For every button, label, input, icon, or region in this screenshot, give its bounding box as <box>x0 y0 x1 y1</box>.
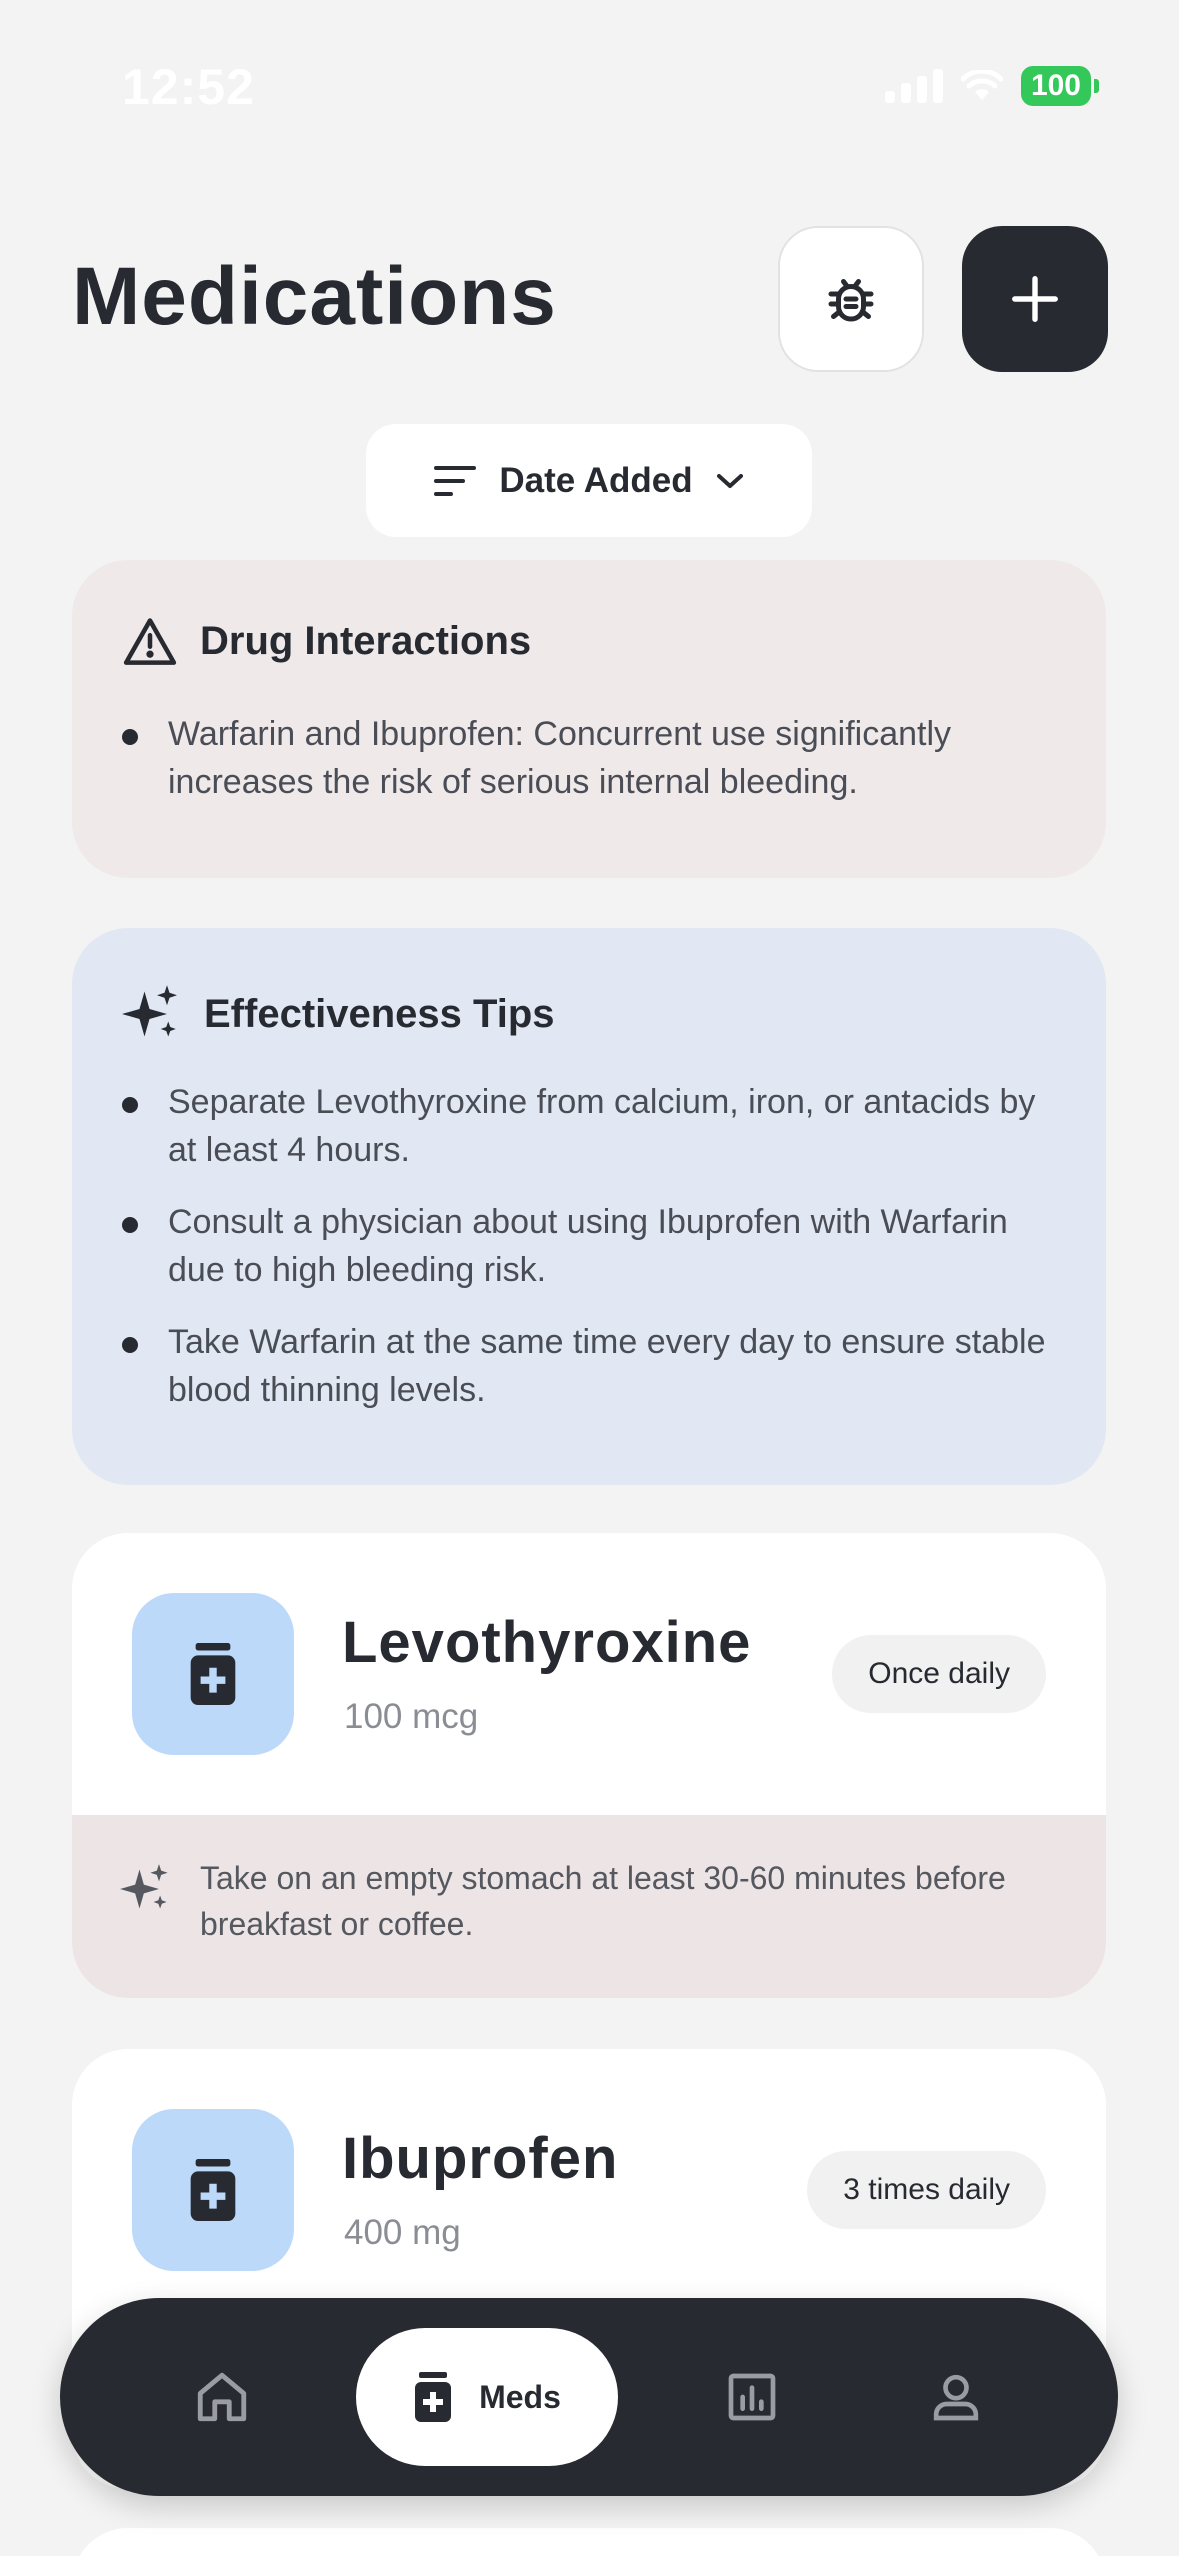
add-medication-button[interactable] <box>962 226 1108 372</box>
profile-icon <box>928 2369 984 2425</box>
medicine-bottle-icon <box>188 2159 238 2221</box>
warning-triangle-icon <box>122 616 178 666</box>
medicine-bottle-icon <box>413 2372 453 2422</box>
nav-meds-label: Meds <box>479 2378 561 2415</box>
list-item: Separate Levothyroxine from calcium, iron, or antacids by at least 4 hours. <box>122 1078 1060 1174</box>
frequency-badge: Once daily <box>832 1635 1046 1713</box>
cellular-signal-icon <box>885 69 943 103</box>
medication-name: Levothyroxine <box>342 1610 752 1675</box>
home-icon <box>193 2368 251 2426</box>
nav-home[interactable] <box>160 2298 284 2496</box>
interaction-list <box>122 710 1060 830</box>
sparkles-icon <box>122 984 182 1044</box>
medication-card-levothyroxine[interactable] <box>72 1533 1106 1998</box>
medication-dose: 100 mcg <box>344 1697 479 1736</box>
battery-indicator: 100 <box>1021 66 1091 106</box>
list-item: Take Warfarin at the same time every day to ensure stable blood thinning levels. <box>122 1318 1060 1414</box>
nav-profile[interactable] <box>894 2298 1018 2496</box>
debug-button[interactable] <box>778 226 924 372</box>
medication-name: Ibuprofen <box>342 2126 619 2191</box>
list-item: Consult a physician about using Ibuprofen with Warfarin due to high bleeding risk. <box>122 1198 1060 1294</box>
nav-meds[interactable] <box>356 2328 618 2466</box>
bottom-nav <box>60 2298 1118 2496</box>
bug-icon <box>821 269 881 329</box>
sort-dropdown[interactable] <box>366 424 812 537</box>
plus-icon <box>1008 272 1062 326</box>
drug-interactions-title: Drug Interactions <box>200 618 532 663</box>
wifi-icon <box>961 70 1003 102</box>
page-title: Medications <box>72 251 557 342</box>
list-item: Warfarin and Ibuprofen: Concurrent use significantly increases the risk of serious internal bleeding. <box>122 710 1060 806</box>
effectiveness-tips-card <box>72 928 1106 1485</box>
tips-list <box>122 1078 1060 1438</box>
medication-icon <box>132 1593 294 1755</box>
status-time: 12:52 <box>122 59 255 115</box>
chart-icon <box>724 2369 780 2425</box>
medicine-bottle-icon <box>188 1643 238 1705</box>
nav-stats[interactable] <box>690 2298 814 2496</box>
status-icons <box>885 66 1091 106</box>
sort-lines-icon <box>433 464 477 498</box>
sparkles-icon <box>120 1863 172 1915</box>
medication-note <box>72 1815 1106 1998</box>
medication-dose: 400 mg <box>344 2213 461 2252</box>
medication-card-next[interactable] <box>72 2528 1106 2556</box>
frequency-badge: 3 times daily <box>807 2151 1046 2229</box>
sort-label: Date Added <box>499 460 693 500</box>
effectiveness-tips-title: Effectiveness Tips <box>204 991 555 1036</box>
drug-interactions-card <box>72 560 1106 878</box>
medication-icon <box>132 2109 294 2271</box>
chevron-down-icon <box>715 471 745 491</box>
status-bar <box>0 0 1179 176</box>
medication-note-text: Take on an empty stomach at least 30-60 minutes before breakfast or coffee. <box>200 1860 1006 1942</box>
